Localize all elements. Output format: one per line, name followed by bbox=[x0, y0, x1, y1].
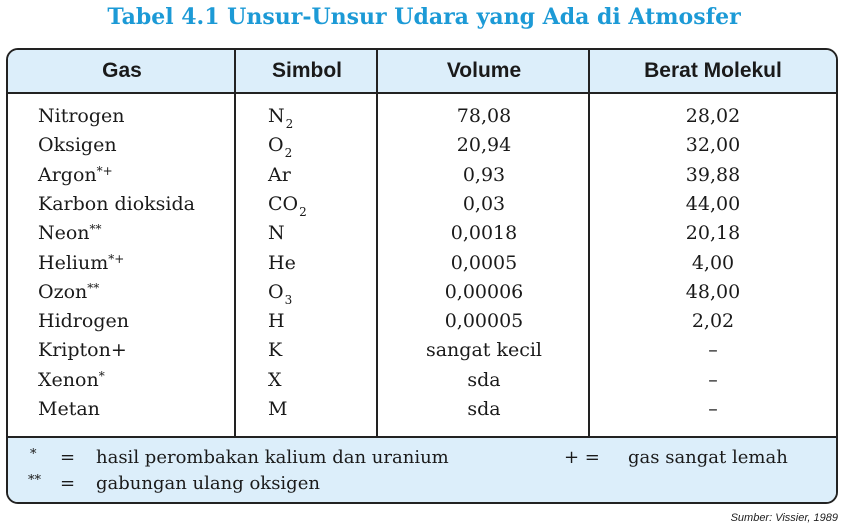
header-volume: Volume bbox=[446, 59, 522, 82]
symbol-cell bbox=[268, 307, 286, 336]
symbol: N bbox=[268, 105, 285, 127]
table-row bbox=[8, 102, 836, 131]
symbol: CO bbox=[268, 192, 299, 215]
gas-name: Xenon bbox=[38, 368, 99, 391]
symbol-cell bbox=[268, 249, 297, 278]
symbol-cell bbox=[268, 131, 292, 160]
volume-cell: 0,03 bbox=[462, 192, 506, 215]
table-row bbox=[8, 219, 836, 248]
volume-cell: 78,08 bbox=[456, 105, 512, 127]
footnote-star-text: hasil perombakan kalium dan uranium bbox=[96, 447, 449, 468]
symbol-subscript: 2 bbox=[299, 204, 307, 219]
table-row bbox=[8, 336, 836, 365]
symbol-subscript: 3 bbox=[284, 292, 293, 307]
volume-cell: 0,0005 bbox=[450, 251, 518, 274]
footnote-plus-text: gas sangat lemah bbox=[628, 447, 788, 468]
gas-name: Metan bbox=[38, 398, 100, 420]
volume-cell: 0,0018 bbox=[450, 222, 518, 245]
symbol: M bbox=[268, 398, 288, 420]
gas-name-cell bbox=[38, 190, 195, 219]
footnote-star-mark: * bbox=[30, 447, 37, 462]
molecular-weight-cell: – bbox=[708, 368, 718, 391]
gas-name-cell bbox=[38, 131, 117, 160]
gas-footnote-mark: ** bbox=[87, 280, 100, 295]
gas-name: Oksigen bbox=[38, 134, 117, 157]
gas-name-cell bbox=[38, 161, 113, 190]
molecular-weight-cell: – bbox=[708, 339, 718, 362]
table-row bbox=[8, 190, 836, 219]
volume-cell: sda bbox=[467, 398, 501, 420]
gas-name: Karbon dioksida bbox=[38, 192, 195, 215]
footnote-double-star-text: gabungan ulang oksigen bbox=[96, 473, 320, 494]
gas-name-cell bbox=[38, 336, 127, 365]
volume-cell: sangat kecil bbox=[425, 339, 543, 362]
table-row bbox=[8, 278, 836, 307]
table-header bbox=[8, 50, 836, 94]
molecular-weight-cell: 2,02 bbox=[691, 310, 735, 333]
data-table bbox=[6, 48, 838, 504]
gas-name-cell bbox=[38, 366, 105, 395]
symbol: O bbox=[268, 134, 284, 157]
volume-cell: 20,94 bbox=[456, 134, 512, 157]
gas-name-cell bbox=[38, 249, 124, 278]
gas-name-cell bbox=[38, 307, 129, 336]
symbol-cell bbox=[268, 278, 292, 307]
molecular-weight-cell: 39,88 bbox=[685, 163, 741, 186]
symbol-cell bbox=[268, 219, 286, 248]
symbol-cell bbox=[268, 190, 307, 219]
volume-cell: 0,00005 bbox=[444, 310, 524, 333]
table-title: Tabel 4.1 Unsur-Unsur Udara yang Ada di Atmosfer bbox=[107, 4, 741, 30]
symbol: O bbox=[268, 280, 284, 303]
symbol: He bbox=[268, 251, 296, 274]
footnote-star-equals: = bbox=[60, 447, 76, 468]
molecular-weight-cell: 28,02 bbox=[685, 105, 741, 127]
gas-footnote-mark: ** bbox=[89, 222, 102, 237]
symbol: N bbox=[268, 222, 285, 245]
symbol: K bbox=[268, 339, 283, 362]
table-row bbox=[8, 366, 836, 395]
gas-name: Hidrogen bbox=[38, 310, 129, 333]
header-simbol: Simbol bbox=[271, 59, 342, 82]
molecular-weight-cell: 44,00 bbox=[685, 192, 741, 215]
gas-name: Neon bbox=[38, 222, 90, 245]
header-berat-molekul: Berat Molekul bbox=[644, 59, 782, 82]
gas-name-cell bbox=[38, 395, 100, 424]
volume-cell: 0,93 bbox=[462, 163, 506, 186]
molecular-weight-cell: 48,00 bbox=[685, 280, 741, 303]
footnote-double-star-equals: = bbox=[60, 473, 76, 494]
header-gas: Gas bbox=[102, 59, 142, 82]
gas-name: Kripton+ bbox=[38, 339, 127, 362]
footnote-double-star-mark: ** bbox=[28, 473, 41, 488]
gas-name-cell bbox=[38, 102, 125, 131]
symbol-cell bbox=[268, 395, 288, 424]
symbol-cell bbox=[268, 161, 292, 190]
gas-name: Ozon bbox=[38, 280, 88, 303]
footnote-area bbox=[8, 436, 836, 504]
symbol-subscript: 2 bbox=[285, 117, 294, 131]
gas-name: Helium bbox=[38, 251, 109, 274]
table-row bbox=[8, 131, 836, 160]
volume-cell: 0,00006 bbox=[444, 280, 524, 303]
symbol-subscript: 2 bbox=[284, 146, 293, 161]
gas-name: Nitrogen bbox=[38, 105, 125, 127]
table-row bbox=[8, 161, 836, 190]
table-row bbox=[8, 307, 836, 336]
molecular-weight-cell: 4,00 bbox=[691, 251, 735, 274]
symbol: H bbox=[268, 310, 285, 333]
symbol-cell bbox=[268, 102, 293, 131]
gas-name-cell bbox=[38, 278, 99, 307]
footnote-plus-mark: + = bbox=[564, 447, 600, 468]
symbol-cell bbox=[268, 366, 283, 395]
table-row bbox=[8, 395, 836, 424]
symbol-cell bbox=[268, 336, 283, 365]
gas-footnote-mark: *+ bbox=[96, 163, 113, 178]
table-row bbox=[8, 249, 836, 278]
molecular-weight-cell: 32,00 bbox=[685, 134, 741, 157]
gas-name-cell bbox=[38, 219, 102, 248]
volume-cell: sda bbox=[467, 368, 501, 391]
symbol: X bbox=[268, 368, 282, 391]
molecular-weight-cell: 20,18 bbox=[685, 222, 741, 245]
gas-footnote-mark: * bbox=[98, 368, 105, 383]
gas-footnote-mark: *+ bbox=[108, 251, 125, 266]
symbol: Ar bbox=[268, 163, 291, 186]
gas-name: Argon bbox=[38, 163, 97, 186]
molecular-weight-cell: – bbox=[708, 398, 718, 420]
source-citation: Sumber: Vissier, 1989 bbox=[730, 512, 838, 524]
